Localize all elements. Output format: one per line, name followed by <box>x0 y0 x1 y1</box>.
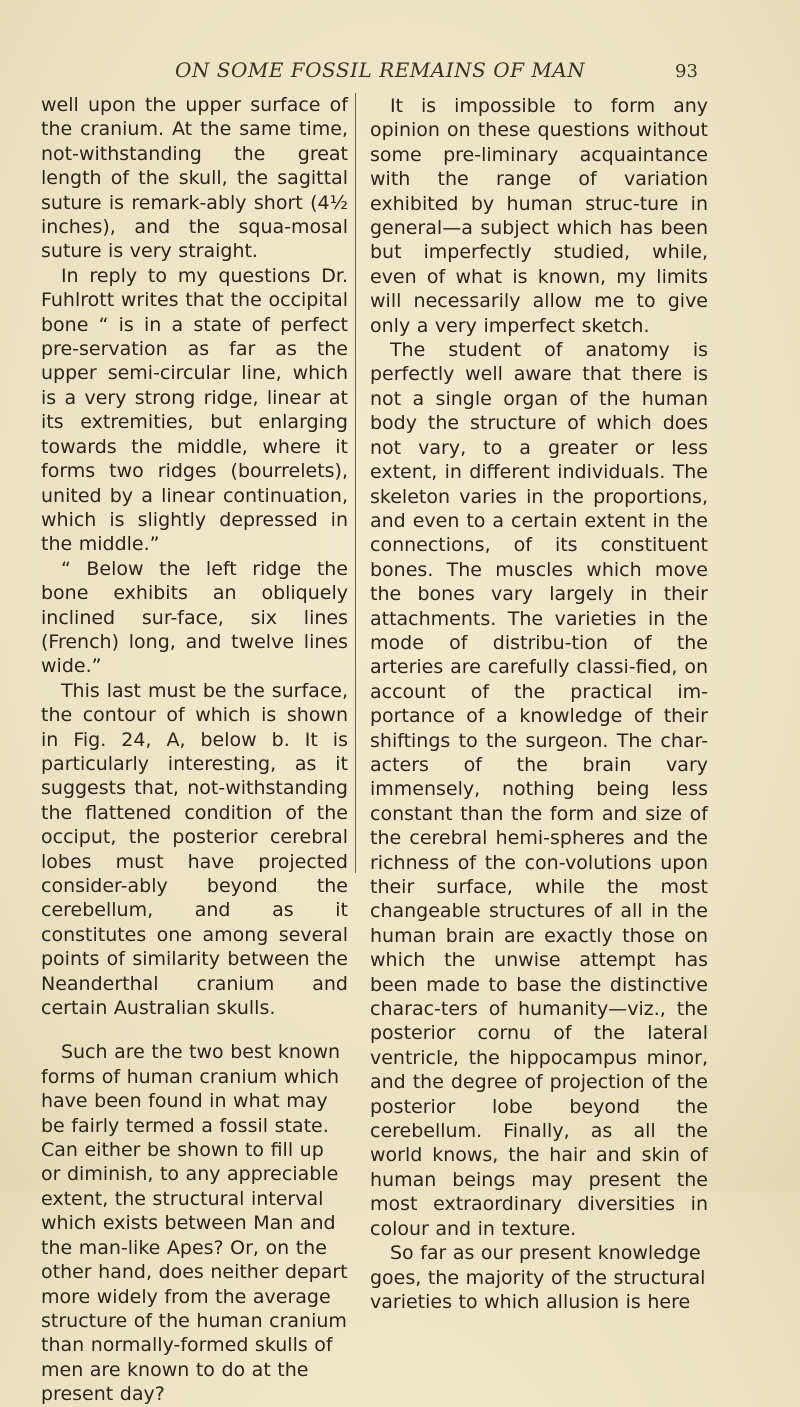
right-column <box>370 94 708 1314</box>
running-title: ON SOME FOSSIL REMAINS OF MAN <box>175 58 586 82</box>
paragraph: “ Below the left ridge the bone exhibits an obliquely inclined sur-face, six lines (French) long, and twelve lines wide.” <box>41 557 348 678</box>
column-divider <box>355 93 356 873</box>
page-number: 93 <box>675 61 698 82</box>
paragraph: In reply to my questions Dr. Fuhlrott writes that the occipital bone “ is in a state of perfect pre-servation as far as the upper semi-circular line, which is a very strong ridge, linear at its extremities, but enlarging towards the middle, where it forms two ridges (bourrelets), united by a linear continuation, which is slightly depressed in the middle.” <box>41 264 348 556</box>
paragraph: This last must be the surface, the contour of which is shown in Fig. 24, A, below b. It is particularly interesting, as it suggests that, not-withstanding the flattened condition of the occiput, the posterior cerebral lobes must have projected consider-ably beyond the cerebellum, and as it constitutes one among several points of similarity between the Neanderthal cranium and certain Australian skulls. <box>41 679 348 1020</box>
paragraph: well upon the upper surface of the cranium. At the same time, not-withstanding the great length of the skull, the sagittal suture is remark-ably short (4½ inches), and the squa-mosal suture is very straight. <box>41 94 348 263</box>
left-column <box>41 93 348 1407</box>
paragraph: So far as our present knowledge goes, the majority of the structural varieties to which allusion is here <box>370 1242 706 1313</box>
page-header <box>0 58 800 88</box>
paragraph: The student of anatomy is perfectly well aware that there is not a single organ of the human body the structure of which does not vary, to a greater or less extent, in different individuals. The skeleton varies in the proportions, and even to a certain extent in the connections, of its constituent bones. The muscles which move the bones vary largely in their attachments. The varieties in the mode of distribu-tion of the arteries are carefully classi-fied, on account of the practical im-portance of a knowledge of their shiftings to the surgeon. The char-acters of the brain vary immensely, nothing being less constant than the form and size of the cerebral hemi-spheres and the richness of the con-volutions upon their surface, while the most changeable structures of all in the human brain are exactly those on which the unwise attempt has been made to base the distinctive charac-ters of humanity—viz., the posterior cornu of the lateral ventricle, the hippocampus minor, and the degree of projection of the posterior lobe beyond the cerebellum. Finally, as all the world knows, the hair and skin of human beings may present the most extraordinary diversities in colour and in texture. <box>370 339 708 1240</box>
paragraph: Such are the two best known forms of human cranium which have been found in what may be fairly termed a fossil state. Can either be shown to fill up or diminish, to any appreciable extent, the structural interval which exists between Man and the man-like Apes? Or, on the other hand, does neither depart more widely from the average structure of the human cranium than normally-formed skulls of men are known to do at the present day? <box>41 1041 348 1406</box>
paragraph: It is impossible to form any opinion on these questions without some pre-liminary acquaintance with the range of variation exhibited by human struc-ture in general—a subject which has been but imperfectly studied, while, even of what is known, my limits will necessarily allow me to give only a very imperfect sketch. <box>370 95 708 337</box>
